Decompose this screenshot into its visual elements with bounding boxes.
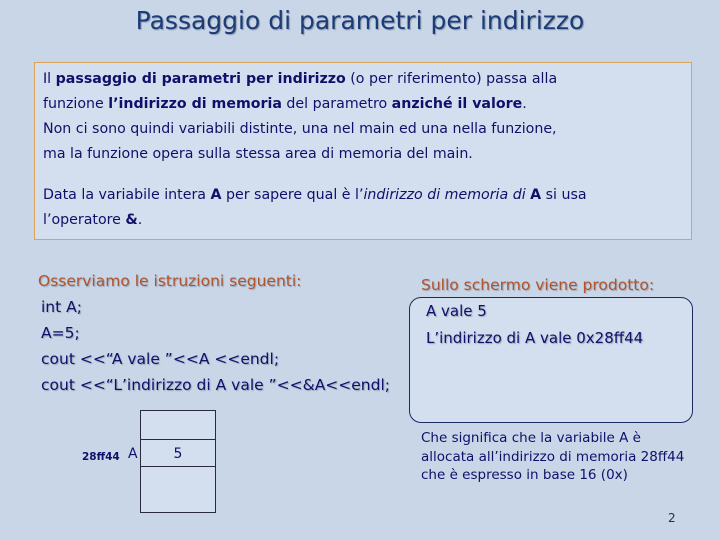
screen-output-line: L’indirizzo di A vale 0x28ff44 (426, 329, 644, 347)
intro-text: Il (43, 71, 56, 87)
intro-italic: indirizzo di memoria di (363, 187, 526, 203)
intro-text: . (522, 96, 527, 112)
intro-text: per sapere qual è l’ (221, 187, 364, 203)
memory-cell-above (140, 410, 216, 440)
intro-box (34, 62, 692, 240)
explanation-line: allocata all’indirizzo di memoria 28ff44 (421, 448, 685, 465)
explanation-line: Che significa che la variabile A è (421, 430, 641, 446)
intro-line-1 (43, 67, 683, 92)
memory-cell-value: 5 (173, 446, 183, 462)
explanation-line: che è espresso in base 16 (0x) (421, 467, 628, 483)
intro-line-6 (43, 208, 683, 233)
code-line: int A; (41, 298, 82, 316)
code-heading: Osserviamo le istruzioni seguenti: (38, 272, 302, 290)
intro-line-4: ma la funzione opera sulla stessa area di memoria del main. (43, 146, 473, 162)
intro-text: funzione (43, 96, 109, 112)
intro-bold: A (210, 187, 222, 203)
intro-text: . (137, 212, 143, 228)
intro-line-3: Non ci sono quindi variabili distinte, una nel main ed una nella funzione, (43, 121, 557, 137)
intro-text: del parametro (281, 96, 392, 112)
memory-cell-below (140, 466, 216, 513)
intro-bold: & (125, 212, 138, 228)
code-line: cout <<“A vale ”<<A <<endl; (41, 350, 280, 368)
page-number: 2 (668, 511, 676, 525)
intro-bold: anziché il valore (391, 96, 523, 112)
intro-bold: A (530, 187, 542, 203)
intro-line-5 (43, 183, 683, 208)
screen-output-box (409, 297, 693, 423)
code-line: cout <<“L’indirizzo di A vale ”<<&A<<endl; (41, 376, 390, 394)
memory-address: 28ff44 (82, 451, 120, 463)
memory-variable-name: A (128, 446, 138, 462)
screen-output-line: A vale 5 (426, 302, 487, 320)
intro-line-2 (43, 92, 683, 117)
code-block (38, 268, 390, 398)
intro-bold: passaggio di parametri per indirizzo (55, 71, 346, 87)
intro-bold: l’indirizzo di memoria (108, 96, 282, 112)
screen-output-label: Sullo schermo viene prodotto: (421, 276, 655, 294)
intro-text: (o per riferimento) passa alla (345, 71, 558, 87)
explanation-text (421, 429, 701, 485)
slide-title: Passaggio di parametri per indirizzo (135, 6, 585, 35)
intro-text: l’operatore (43, 212, 126, 228)
intro-text: si usa (541, 187, 587, 203)
intro-text: Data la variabile intera (43, 187, 211, 203)
code-line: A=5; (41, 324, 80, 342)
